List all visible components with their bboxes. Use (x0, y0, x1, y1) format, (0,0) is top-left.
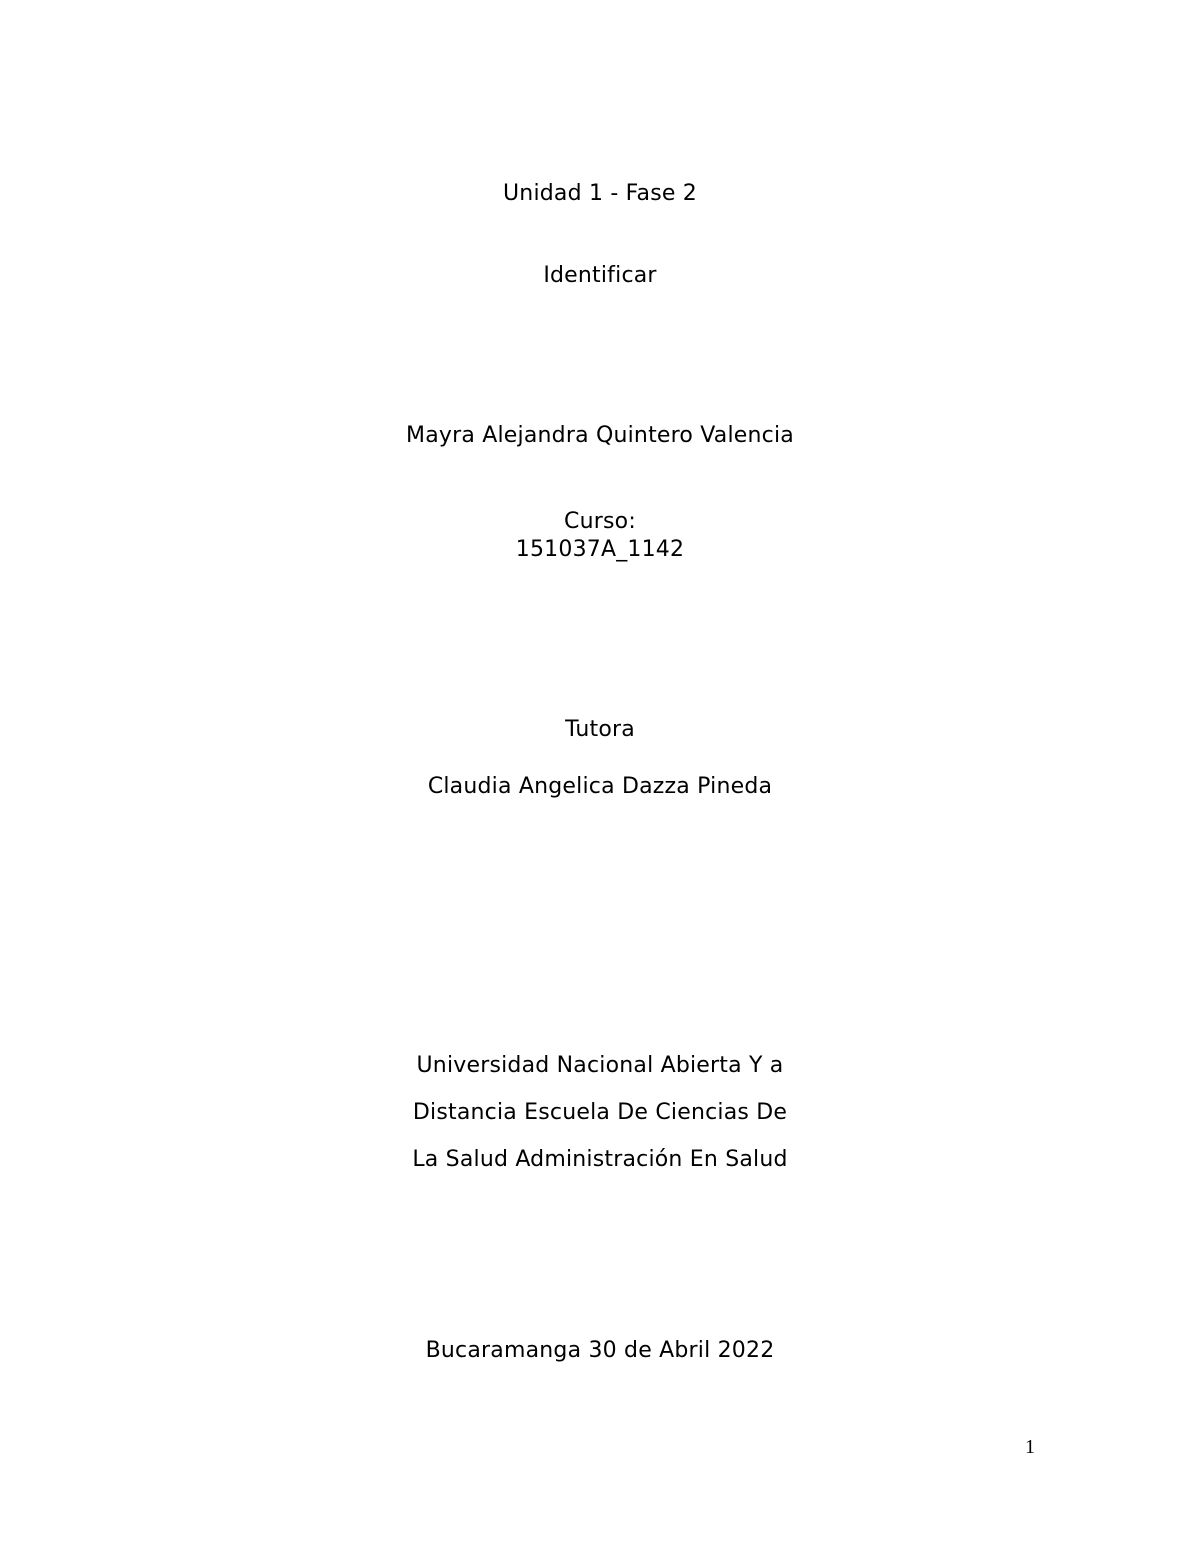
document-title: Unidad 1 - Fase 2 (503, 181, 697, 206)
tutor-label: Tutora (565, 717, 635, 742)
course-code: 151037A_1142 (515, 537, 685, 562)
institution-line-2: Distancia Escuela De Ciencias De (412, 1100, 788, 1125)
course-label: Curso: (564, 509, 636, 534)
institution-line-1: Universidad Nacional Abierta Y a (416, 1053, 784, 1078)
institution-line-3: La Salud Administración En Salud (412, 1147, 788, 1172)
page-number: 1 (1025, 1436, 1035, 1458)
tutor-name: Claudia Angelica Dazza Pineda (427, 774, 773, 799)
author-name: Mayra Alejandra Quintero Valencia (406, 423, 794, 448)
document-subtitle: Identificar (543, 263, 657, 288)
place-and-date: Bucaramanga 30 de Abril 2022 (425, 1338, 775, 1363)
